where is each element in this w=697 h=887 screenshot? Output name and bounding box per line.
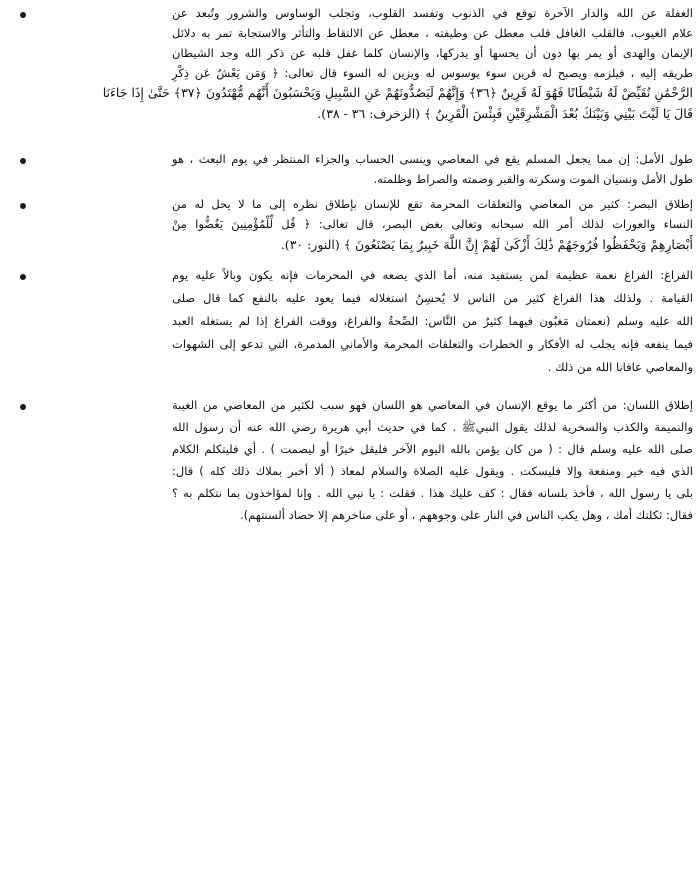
text-line: الفراغ: الفراغ نعمة عظيمة لمن يستفيد منه، أما الذي يضعه في المحرمات فإنه يكون وبالاً عليه يوم xyxy=(172,268,693,282)
bullet-icon xyxy=(20,158,26,164)
text-line: النساء والعورات لذلك أمر الله سبحانه وتعالى بغض البصر، قال تعالى: ﴿ قُل لِّلْمُؤْمِنِينَ يَغُضُّوا مِنْ xyxy=(172,217,693,231)
text-line: طول الأمل: إن مما يجعل المسلم يقع في المعاصي وينسى الحساب والجزاء المنتظر في يوم البعث ، هو xyxy=(172,152,693,166)
text-line: طول الأمل ونسيان الموت وسكرته والقبر وضمته والصراط وظلمته. xyxy=(373,172,693,186)
quran-verse-line: الرَّحْمَٰنِ نُقَيِّضْ لَهُ شَيْطَانًا فَهُوَ لَهُ قَرِينٌ ﴿٣٦﴾ وَإِنَّهُمْ لَيَصُدُّونَهُمْ عَنِ السَّبِيلِ وَيَحْسَبُونَ أَنَّهُم مُّهْتَدُونَ ﴿٣٧﴾ حَتَّىٰ إِذَا جَاءَنَا xyxy=(102,85,693,100)
bullet-icon xyxy=(20,203,26,209)
text-line: القيامة . ولذلك هذا الفراغ كثير من الناس لا يُحسِنُ استغلاله فيما يعود عليه بالنفع كما قال صلى xyxy=(172,291,693,305)
text-line: الذي فيه خير ومنفعة وإلا فليسكت . ويقول عليه الصلاة والسلام لمعاذ ( ألا أخبر بملاك ذلك كله ) قال: xyxy=(172,464,693,478)
text-line: الغفلة عن الله والدار الآخرة توقع في الذنوب وتفسد القلوب، وتجلب الوساوس والشرور وتُبعد عن xyxy=(172,6,693,20)
text-line: إطلاق البصر: كثير من المعاصي والتعلقات المحرمة تقع للإنسان بإطلاق نظره إلى ما لا يحل له من xyxy=(172,197,693,211)
text-line: الإيمان والهدى أو يمر بها دون أن يحسها أو يدركها، والإنسان كلما غفل قلبه عن ذكر الله وجد الشيطان xyxy=(172,46,693,60)
bullet-icon xyxy=(20,12,26,18)
bullet-icon xyxy=(20,404,26,410)
quran-verse-line: قَالَ يَا لَيْتَ بَيْنِي وَبَيْنَكَ بُعْدَ الْمَشْرِقَيْنِ فَبِئْسَ الْقَرِينُ ﴾ (الزخرف: ٣٦ - ٣٨). xyxy=(317,106,693,121)
text-line: طريقه إليه ، فيلزمه ويصبح له قرين سوء يوسوس له ويزين له السوء قال تعالى: ﴿ وَمَن يَعْشُ عَن ذِكْرِ xyxy=(172,66,693,80)
text-line: فقال: ثكلتك أمك ، وهل يكب الناس في النار على وجوههم ، أو على مناخرهم إلا حصاد ألسنتهم). xyxy=(239,508,693,522)
text-line: والنميمة والكذب والسخرية لذلك يقول النبيﷺ . كما في حديث أبي هريرة رضي الله عنه أن رسول الله xyxy=(172,420,693,434)
bullet-icon xyxy=(20,274,26,280)
text-line: بلى يا رسول الله ، فأخذ بلسانه فقال : كف عليك هذا . فقلت : يا نبي الله . وإنا لمؤاخذون بما نتكلم به ؟ xyxy=(172,486,693,500)
text-line: علام الغيوب، فالقلب الغافل قلب معطل عن وظيفته ، معطل عن الالتقاط والتأثر والاستجابة تمر به دلائل xyxy=(172,26,693,40)
quran-verse-line: أَبْصَارِهِمْ وَيَحْفَظُوا فُرُوجَهُمْ ذَٰلِكَ أَزْكَىٰ لَهُمْ إِنَّ اللَّهَ خَبِيرٌ بِمَا يَصْنَعُونَ ﴾ (النور: ٣٠). xyxy=(280,237,693,252)
text-line: إطلاق اللسان: من أكثر ما يوقع الإنسان في المعاصي هو اللسان فهو سبب لكثير من المعاصي من الغيبة xyxy=(172,398,693,412)
text-line: صلى الله عليه وسلم قال : ( من كان يؤمن بالله اليوم الآخر فليقل خيرًا أو ليصمت ) . أي فليتكلم الكلام xyxy=(172,442,693,456)
text-line: والمعاصي عافانا الله من ذلك . xyxy=(547,360,693,374)
text-line: فيما ينفعه فإنه يجلب له الأفكار و الخطرات والتعلقات المحرمة والأماني المدمرة، التي تدعو إلى الشهوات xyxy=(172,337,693,351)
text-line: الله عليه وسلم (نعمتان مَغبُون فيهما كثيرٌ من النَّاس: الصِّحةُ والفراغ، ووقت الفراغ إذا لم يستغله العبد xyxy=(172,314,693,328)
